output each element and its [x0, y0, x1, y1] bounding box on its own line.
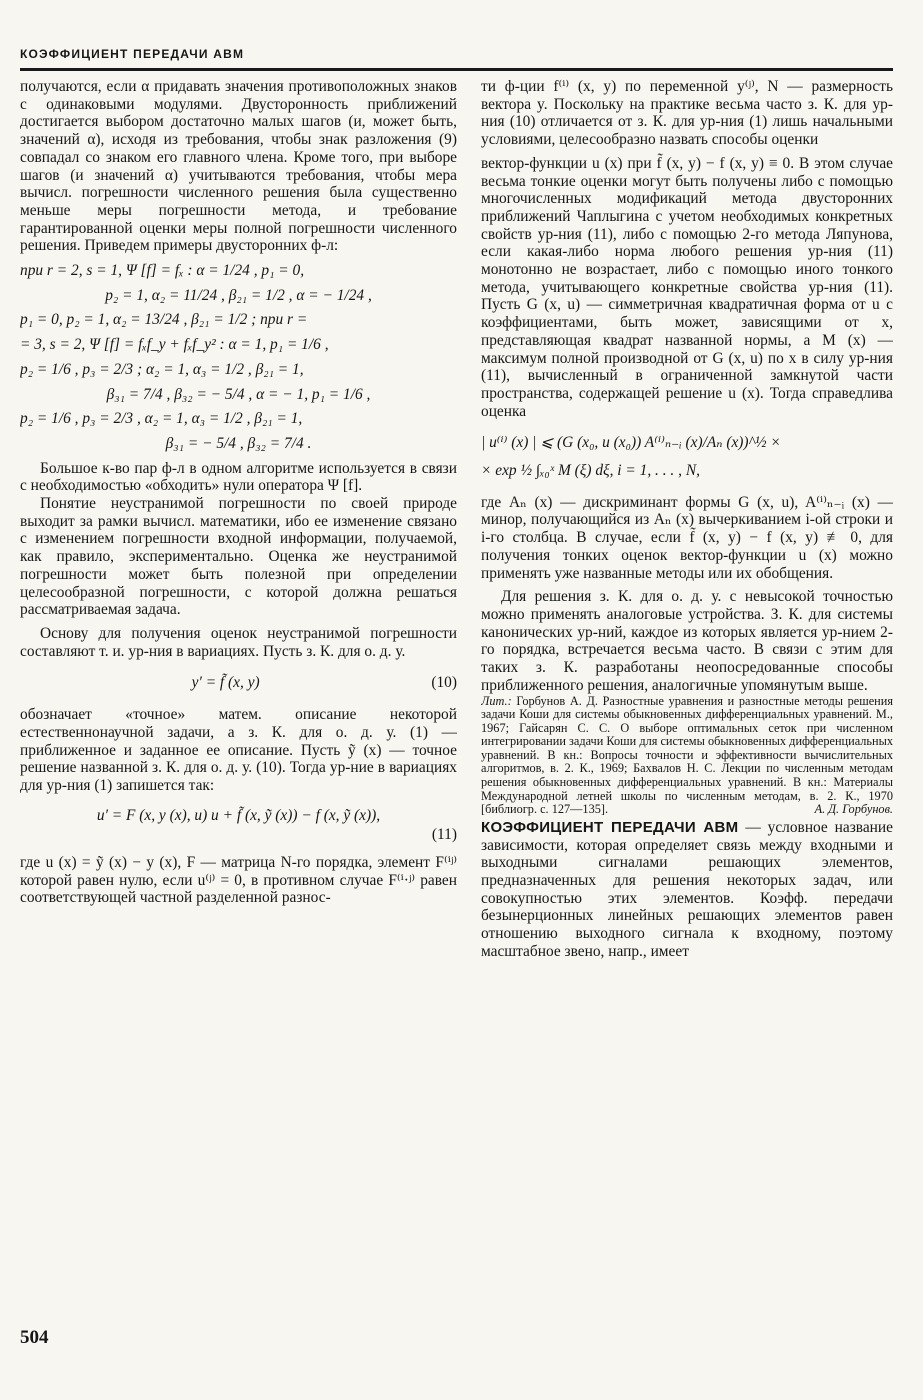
estimate-formula-line-1: | u⁽ⁱ⁾ (x) | ⩽ (G (x₀, u (x₀)) A⁽ⁱ⁾ₙ₋ᵢ (x)/Aₙ (x))^½ ×	[481, 434, 781, 452]
paragraph: Понятие неустранимой погрешности по своей природе выходит за рамки вычисл. математики, ибо ее изменение связано с изменением погрешности входной информации, получаемой, как правило, экспериментально. Оценка же неустранимой погрешности может быть полезной при определении целесообразной погрешности, с которой должна решаться рассматриваемая задача.	[20, 495, 457, 619]
equation-number-row	[20, 826, 457, 844]
formula-line: p₂ = 1/6 , p₃ = 2/3 ; α₂ = 1, α₃ = 1/2 , β₂₁ = 1,	[20, 360, 304, 378]
right-column	[481, 78, 893, 1318]
paragraph: где Aₙ (x) — дискриминант формы G (x, u), A⁽ⁱ⁾ₙ₋ᵢ (x) — минор, получающийся из Aₙ (x) вычеркиванием i-ой строки и i-го столбца. В случае, если f̃ (x, y) − f (x, y) ≢ 0, для получения тонких оценок вектор-функции u (x) можно применять уже названные методы или их обобщения.	[481, 493, 893, 582]
paragraph: Для решения з. К. для о. д. у. с невысокой точностью можно применять аналоговые устройства. З. К. для системы канонических ур-ний, каждое из которых является ур-нием 2-го порядка, встречается весьма часто. В связи с этим для таких з. К. разработаны неопосредованные способы приближенного решения, аналогичные упомянутым выше.	[481, 588, 893, 694]
estimate-formula-line-2: × exp ½ ∫ₓ₀ˣ M (ξ) dξ, i = 1, . . . , N,	[481, 462, 700, 480]
literature-label: Лит.:	[481, 693, 512, 708]
left-column	[20, 78, 457, 1318]
article-author: А. Д. Горбунов.	[814, 802, 893, 817]
paragraph: ти ф-ции f⁽ⁱ⁾ (x, y) по переменной y⁽ʲ⁾, N — размерность вектора y. Поскольку на практике весьма часто з. К. для ур-ния (10) отличается от з. К. для ур-ния (1) лишь начальными условиями, целесообразно назвать способы оценки	[481, 78, 893, 149]
entry-text: — условное название зависимости, которая определяет связь между входными и выходными сигналами решающих элементов, предназначенных для решения некоторых задач, или совокупностью этих элементов. Коэфф. передачи безынерционных линейных решающих элементов равен отношению выходного сигнала к входному, поэтому масштабное звено, напр., имеет	[481, 818, 893, 960]
formula-line: p₂ = 1/6 , p₃ = 2/3 , α₂ = 1, α₃ = 1/2 , β₂₁ = 1,	[20, 410, 303, 428]
entry-paragraph	[481, 819, 893, 961]
equation-body: y′ = f̃ (x, y)	[191, 674, 260, 692]
equation-10	[20, 674, 457, 692]
formula-line: β₃₁ = − 5/4 , β₃₂ = 7/4 .	[165, 434, 312, 452]
literature-block	[481, 695, 893, 817]
paragraph: получаются, если α придавать значения противоположных знаков с одинаковыми модулями. Двусторонность приближений достигается выбором достаточно малых шагов (и, может быть, значений α), исходя из требования, чтобы знак разложения (9) совпадал со знаком его главного члена. Кроме того, при выборе шагов (и значений α) учитываются требования, чтобы мера вычисл. погрешности численного решения была существенно меньше меры погрешности метода, и требование гарантированной оценки меры полной погрешности численного решения. Приведем примеры двусторонних ф-л:	[20, 78, 457, 255]
paragraph: Большое к-во пар ф-л в одном алгоритме используется в связи с необходимостью «обходить» нули оператора Ψ [f].	[20, 459, 457, 495]
formula-line: = 3, s = 2, Ψ [f] = fₓf_y + fₓf_y² : α = 1, p₁ = 1/6 ,	[20, 336, 329, 354]
formula-line: при r = 2, s = 1, Ψ [f] = fₓ : α = 1/24 , p₁ = 0,	[20, 262, 305, 280]
header-rule	[20, 68, 893, 71]
formula-line: β₃₁ = 7/4 , β₃₂ = − 5/4 , α = − 1, p₁ = 1/6 ,	[106, 385, 371, 403]
formula-line: p₁ = 0, p₂ = 1, α₂ = 13/24 , β₂₁ = 1/2 ; при r =	[20, 311, 308, 329]
equation-11	[20, 807, 457, 825]
entry-title: КОЭФФИЦИЕНТ ПЕРЕДАЧИ АВМ	[481, 818, 739, 836]
running-header: КОЭФФИЦИЕНТ ПЕРЕДАЧИ АВМ	[20, 47, 245, 61]
equation-body: u′ = F (x, y (x), u) u + f̃ (x, ỹ (x)) − f (x, ỹ (x)),	[96, 806, 381, 824]
paragraph: где u (x) = ỹ (x) − y (x), F — матрица N-го порядка, элемент F⁽ⁱʲ⁾ которой равен нулю, если u⁽ʲ⁾ = 0, в противном случае F⁽ⁱ·ʲ⁾ равен соответствующей частной разделенной разнос-	[20, 854, 457, 907]
paragraph: обозначает «точное» матем. описание некоторой естественнонаучной задачи, а з. К. для о. д. у. (1) — приближенное и заданное ее описание. Пусть ỹ (x) — точное решение названной з. К. для о. д. у. (10). Тогда ур-ние в вариациях для ур-ния (1) запишется так:	[20, 706, 457, 794]
page-number: 504	[20, 1327, 49, 1348]
equation-number: (10)	[431, 674, 457, 692]
equation-number: (11)	[431, 826, 457, 844]
paragraph: вектор-функции u (x) при f̃ (x, y) − f (x, y) ≡ 0. В этом случае весьма тонкие оценки могут быть получены либо с помощью многочисленных модификаций метода двусторонних приближений Чаплыгина с учетом необходимых конкретных свойств ур-ния (11), либо с помощью 2-го метода Ляпунова, если какая-либо норма любого решения ур-ния (11) монотонно не возрастает, либо с помощью иного тонкого метода, учитывающего конкретные свойства ур-ния (11). Пусть G (x, u) — симметричная квадратичная форма от u с коэффициентами, быть может, зависящими от x, представляющая квадрат названной нормы, а M (x) — максимум полной производной от G (x, u) по x в силу ур-ния (11), вычисленный в ограниченной замкнутой части пространства, содержащей решение u (x). Тогда справедлива оценка	[481, 154, 893, 420]
literature-text: Горбунов А. Д. Разностные уравнения и разностные методы решения задачи Коши для системы обыкновенных дифференциальных уравнений. М., 1967; Гайсарян С. С. О выборе оптимальных сеток при численном интегрировании задачи Коши для системы обыкновенных дифференциальных уравнений. В кн.: Вопросы точности и эффективности вычислительных алгоритмов, в. 2. К., 1969; Бахвалов Н. С. Лекции по численным методам решения обыкновенных дифференциальных уравнений. В кн.: Материалы Международной летней школы по численным методам, в. 2. К., 1970 [библиогр. с. 127—135].	[481, 693, 893, 817]
paragraph: Основу для получения оценок неустранимой погрешности составляют т. и. ур-ния в вариациях. Пусть з. К. для о. д. у.	[20, 624, 457, 660]
formula-line: p₂ = 1, α₂ = 11/24 , β₂₁ = 1/2 , α = − 1/24 ,	[105, 286, 372, 304]
